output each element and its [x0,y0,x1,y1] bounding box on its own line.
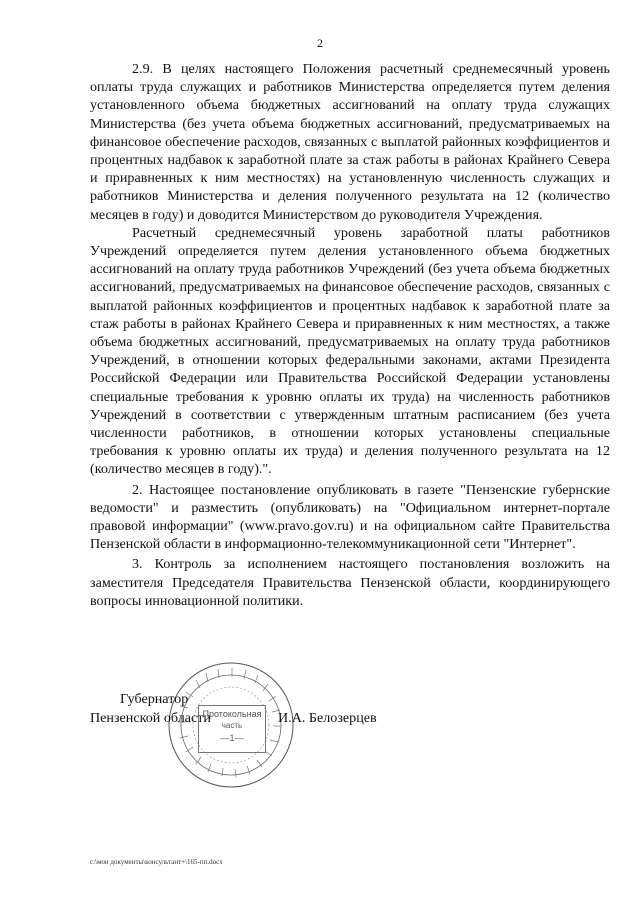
paragraph-control: 3. Контроль за исполнением настоящего постановления возложить на заместителя Председателя Правительства Пензенской области, координирующего вопросы инновационной политики. [90,556,610,609]
stamp-line-2: часть [221,721,243,730]
file-path-footer: c:\мои документы\консультант+\165-пп.docx [90,858,223,866]
document-body [90,60,610,610]
signatory-title-line-1: Губернатор [120,691,189,707]
signatory-title-line-2: Пензенской области [90,710,211,726]
stamp-line-1: Протокольная [202,709,262,719]
page-number: 2 [317,36,323,50]
paragraph-salary-level: Расчетный среднемесячный уровень заработной платы работников Учреждений определяется путем деления установленного объема бюджетных ассигнований на оплату труда работников Учреждений (без учета объема бюджетных ассигнований, предусматриваемых на финансовое обеспечение расходов, связанных с выплатой районных коэффициентов и процентных надбавок к заработной плате за стаж работы в районах Крайнего Севера и приравненных к ним местностях, а также объема бюджетных ассигнований, предусматриваемых на оплату труда работников Учреждений, в отношении которых федеральными законами, актами Президента Российской Федерации или Правительства Российской Федерации установлены специальные требования к уровню оплаты их труда) на численность работников Учреждений в соответствии с утвержденным штатным расписанием (без учета численности работников, в отношении которых установлены специальные требования к уровню оплаты их труда) и деления полученного результата на 12 (количество месяцев в году).". [90,224,610,478]
stamp-line-3: —1— [220,733,244,743]
paragraph-publication: 2. Настоящее постановление опубликовать в газете "Пензенские губернские ведомости" и разместить (опубликовать) на "Официальном интернет-портале правовой информации" (www.pravo.gov.ru) и на официальном сайте Правительства Пензенской области в информационно-телекоммуникационной сети "Интернет". [90,481,610,553]
signatory-name: И.А. Белозерцев [278,710,377,726]
paragraph-2-9: 2.9. В целях настоящего Положения расчетный среднемесячный уровень оплаты труда служащих и работников Министерства определяется путем деления установленного объема бюджетных ассигнований на оплату труда служащих Министерства (без учета объема бюджетных ассигнований, предусматриваемых на финансовое обеспечение расходов, связанных с выплатой районных коэффициентов и процентных надбавок к заработной плате за стаж работы в районах Крайнего Севера и приравненных к ним местностях) на установленную численность служащих и работников Министерства и деления полученного результата на 12 (количество месяцев в году) и доводится Министерством до руководителя Учреждения. [90,61,610,223]
